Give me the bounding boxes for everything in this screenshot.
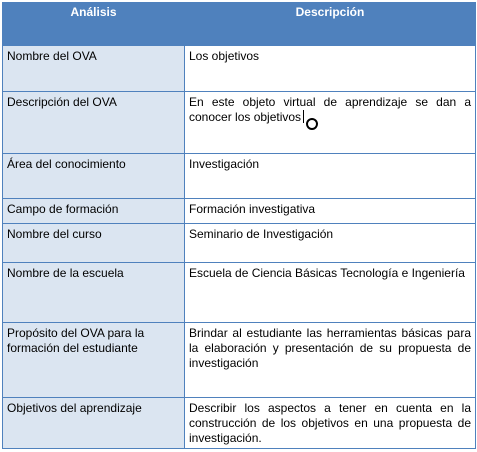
table-row — [3, 323, 476, 398]
row-value-nombre-ova[interactable]: Los objetivos — [185, 46, 476, 92]
row-value-campo-formacion[interactable]: Formación investigativa — [185, 199, 476, 224]
row-value-objetivos-aprendizaje[interactable]: Describir los aspectos a tener en cuenta en la construcción de los objetivos en una propuesta de investigación. — [185, 398, 476, 449]
row-value-proposito[interactable]: Brindar al estudiante las herramientas básicas para la elaboración y presentación de su propuesta de investigación — [185, 323, 476, 398]
ova-table-container — [2, 2, 475, 449]
table-row — [3, 46, 476, 92]
table-row — [3, 199, 476, 224]
row-value-descripcion-ova[interactable] — [185, 92, 476, 154]
header-descripcion: Descripción — [185, 3, 476, 46]
row-label-campo-formacion: Campo de formación — [3, 199, 185, 224]
descripcion-text: En este objeto virtual de aprendizaje se dan a conocer los objetivos — [189, 95, 471, 124]
table-row — [3, 92, 476, 154]
row-label-area-conocimiento: Área del conocimiento — [3, 154, 185, 199]
row-value-area-conocimiento[interactable]: Investigación — [185, 154, 476, 199]
row-label-proposito: Propósito del OVA para la formación del estudiante — [3, 323, 185, 398]
row-value-nombre-escuela[interactable]: Escuela de Ciencia Básicas Tecnología e Ingeniería — [185, 263, 476, 323]
text-cursor — [303, 110, 304, 123]
row-label-nombre-curso: Nombre del curso — [3, 224, 185, 263]
table-header-row — [3, 3, 476, 46]
ova-description-table — [2, 2, 476, 449]
row-label-descripcion-ova: Descripción del OVA — [3, 92, 185, 154]
mouse-pointer-circle-icon — [306, 118, 318, 130]
table-row — [3, 224, 476, 263]
table-row — [3, 154, 476, 199]
row-label-objetivos-aprendizaje: Objetivos del aprendizaje — [3, 398, 185, 449]
table-row — [3, 263, 476, 323]
row-label-nombre-ova: Nombre del OVA — [3, 46, 185, 92]
row-value-nombre-curso[interactable]: Seminario de Investigación — [185, 224, 476, 263]
header-analisis: Análisis — [3, 3, 185, 46]
table-row — [3, 398, 476, 449]
row-label-nombre-escuela: Nombre de la escuela — [3, 263, 185, 323]
